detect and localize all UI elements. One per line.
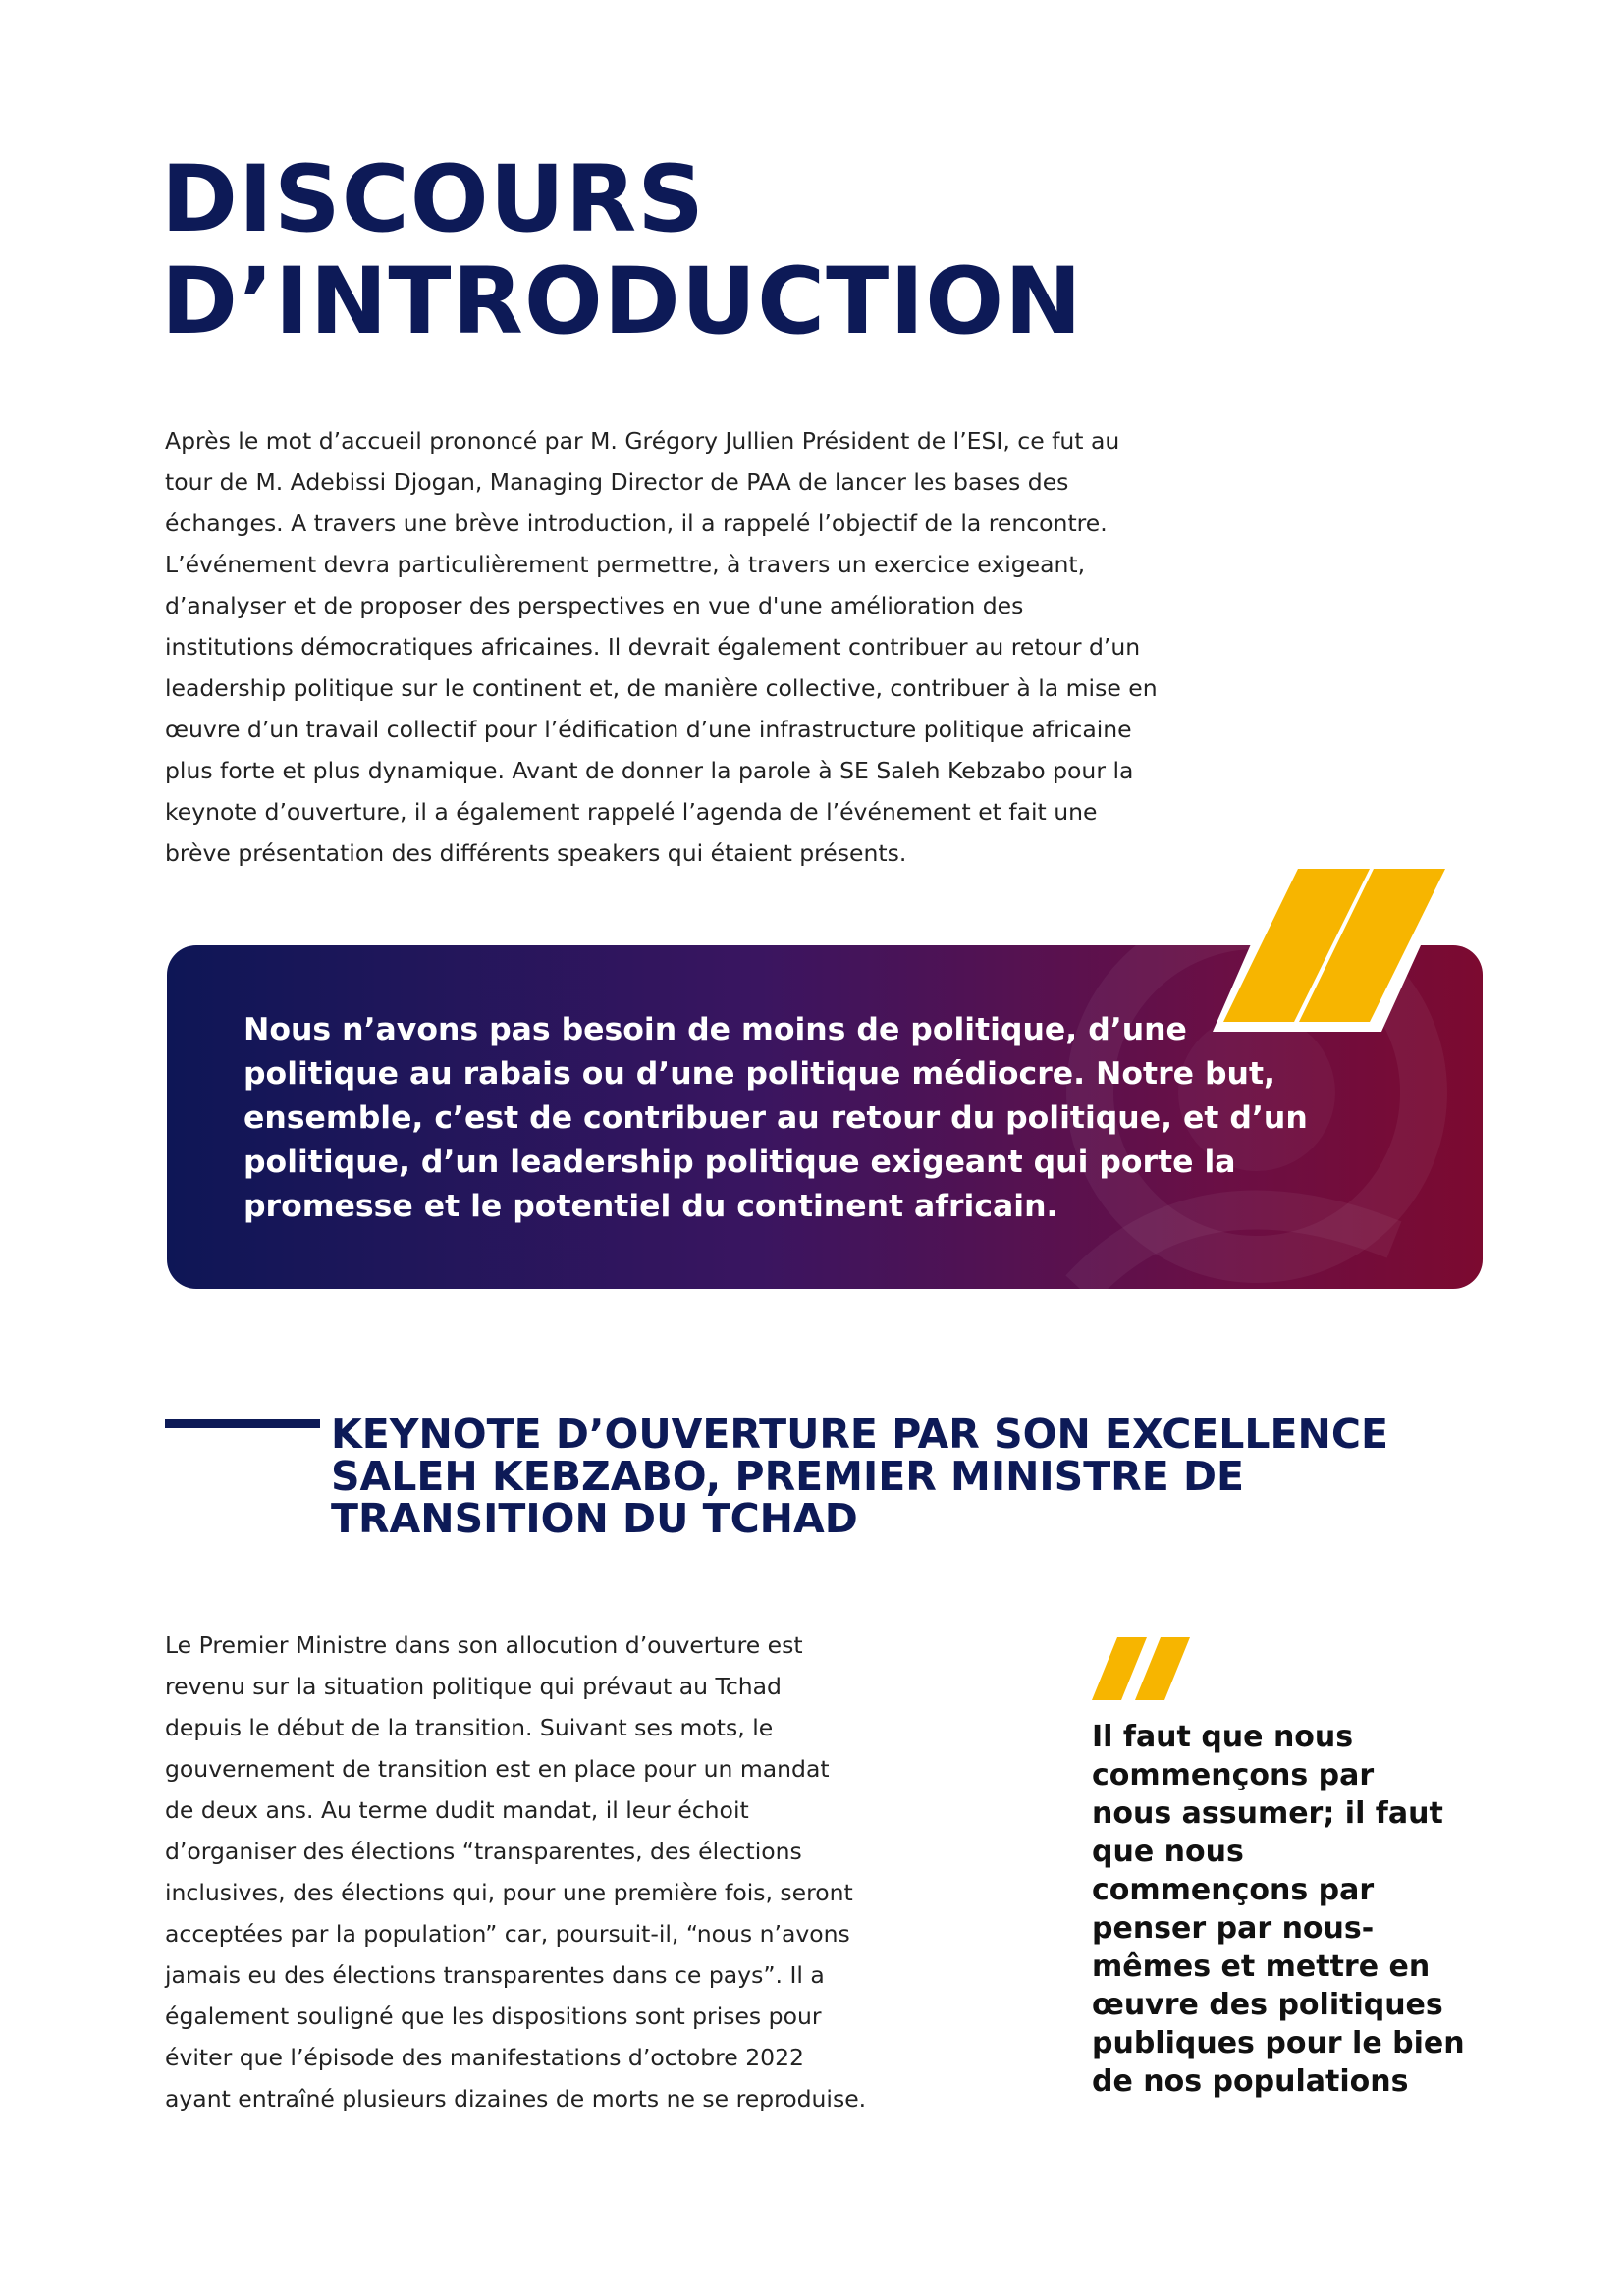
body-line: de deux ans. Au terme dudit mandat, il leur échoit xyxy=(165,1796,749,1824)
side-quote-line: de nos populations xyxy=(1092,2064,1409,2099)
title-line-2: D’INTRODUCTION xyxy=(161,248,1083,355)
body-line: depuis le début de la transition. Suivant ses mots, le xyxy=(165,1714,774,1741)
intro-line: tour de M. Adebissi Djogan, Managing Director de PAA de lancer les bases des xyxy=(165,468,1069,496)
body-line: jamais eu des élections transparentes dans ce pays”. Il a xyxy=(165,1961,825,1989)
pull-quote-text xyxy=(243,1008,1308,1229)
body-line: revenu sur la situation politique qui prévaut au Tchad xyxy=(165,1673,782,1700)
pull-quote-line: politique au rabais ou d’une politique médiocre. Notre but, xyxy=(243,1056,1275,1092)
quote-mark-icon xyxy=(1092,1637,1192,1700)
intro-line: Après le mot d’accueil prononcé par M. Grégory Jullien Président de l’ESI, ce fut au xyxy=(165,427,1120,454)
body-line: Le Premier Ministre dans son allocution d’ouverture est xyxy=(165,1631,803,1659)
body-line: également souligné que les dispositions sont prises pour xyxy=(165,2002,822,2030)
heading-line: SALEH KEBZABO, PREMIER MINISTRE DE xyxy=(331,1453,1245,1500)
intro-line: L’événement devra particulièrement permettre, à travers un exercice exigeant, xyxy=(165,551,1086,578)
intro-line: plus forte et plus dynamique. Avant de donner la parole à SE Saleh Kebzabo pour la xyxy=(165,757,1134,784)
side-quote-line: commençons par xyxy=(1092,1873,1375,1907)
body-line: éviter que l’épisode des manifestations d’octobre 2022 xyxy=(165,2044,805,2071)
section-heading xyxy=(331,1411,1388,1542)
pull-quote-line: promesse et le potentiel du continent africain. xyxy=(243,1189,1058,1224)
body-line: ayant entraîné plusieurs dizaines de morts ne se reproduise. xyxy=(165,2085,867,2112)
keynote-paragraph xyxy=(165,1625,1009,2119)
side-quote-line: commençons par xyxy=(1092,1758,1375,1792)
heading-line: TRANSITION DU TCHAD xyxy=(331,1495,858,1542)
side-quote-line: œuvre des politiques xyxy=(1092,1988,1443,2022)
body-line: d’organiser des élections “transparentes, des élections xyxy=(165,1838,802,1865)
side-quote-line: publiques pour le bien xyxy=(1092,2026,1465,2060)
intro-paragraph xyxy=(165,420,1324,874)
intro-line: œuvre d’un travail collectif pour l’édification d’une infrastructure politique africaine xyxy=(165,716,1132,743)
intro-line: brève présentation des différents speakers qui étaient présents. xyxy=(165,839,907,867)
intro-line: keynote d’ouverture, il a également rappelé l’agenda de l’événement et fait une xyxy=(165,798,1098,826)
pull-quote-line: politique, d’un leadership politique exigeant qui porte la xyxy=(243,1145,1236,1180)
pull-quote-line: Nous n’avons pas besoin de moins de politique, d’une xyxy=(243,1012,1187,1047)
side-quote-line: mêmes et mettre en xyxy=(1092,1949,1431,1984)
side-quote-line: que nous xyxy=(1092,1835,1244,1869)
side-quote-line: Il faut que nous xyxy=(1092,1720,1354,1754)
side-quote-text xyxy=(1092,1718,1465,2101)
body-line: gouvernement de transition est en place pour un mandat xyxy=(165,1755,830,1783)
heading-line: KEYNOTE D’OUVERTURE PAR SON EXCELLENCE xyxy=(331,1411,1388,1458)
intro-line: institutions démocratiques africaines. Il devrait également contribuer au retour d’un xyxy=(165,633,1141,661)
title-line-1: DISCOURS xyxy=(161,146,706,253)
intro-line: leadership politique sur le continent et, de manière collective, contribuer à la mise en xyxy=(165,674,1158,702)
intro-line: d’analyser et de proposer des perspectives en vue d'une amélioration des xyxy=(165,592,1024,619)
body-line: acceptées par la population” car, poursuit-il, “nous n’avons xyxy=(165,1920,850,1948)
quote-mark-icon xyxy=(1208,857,1483,1039)
intro-line: échanges. A travers une brève introduction, il a rappelé l’objectif de la rencontre. xyxy=(165,509,1108,537)
body-line: inclusives, des élections qui, pour une première fois, seront xyxy=(165,1879,853,1906)
side-quote-line: nous assumer; il faut xyxy=(1092,1796,1443,1831)
side-quote-line: penser par nous- xyxy=(1092,1911,1375,1946)
pull-quote-line: ensemble, c’est de contribuer au retour du politique, et d’un xyxy=(243,1100,1308,1136)
heading-accent-bar xyxy=(165,1419,320,1428)
page-title xyxy=(161,146,1083,355)
